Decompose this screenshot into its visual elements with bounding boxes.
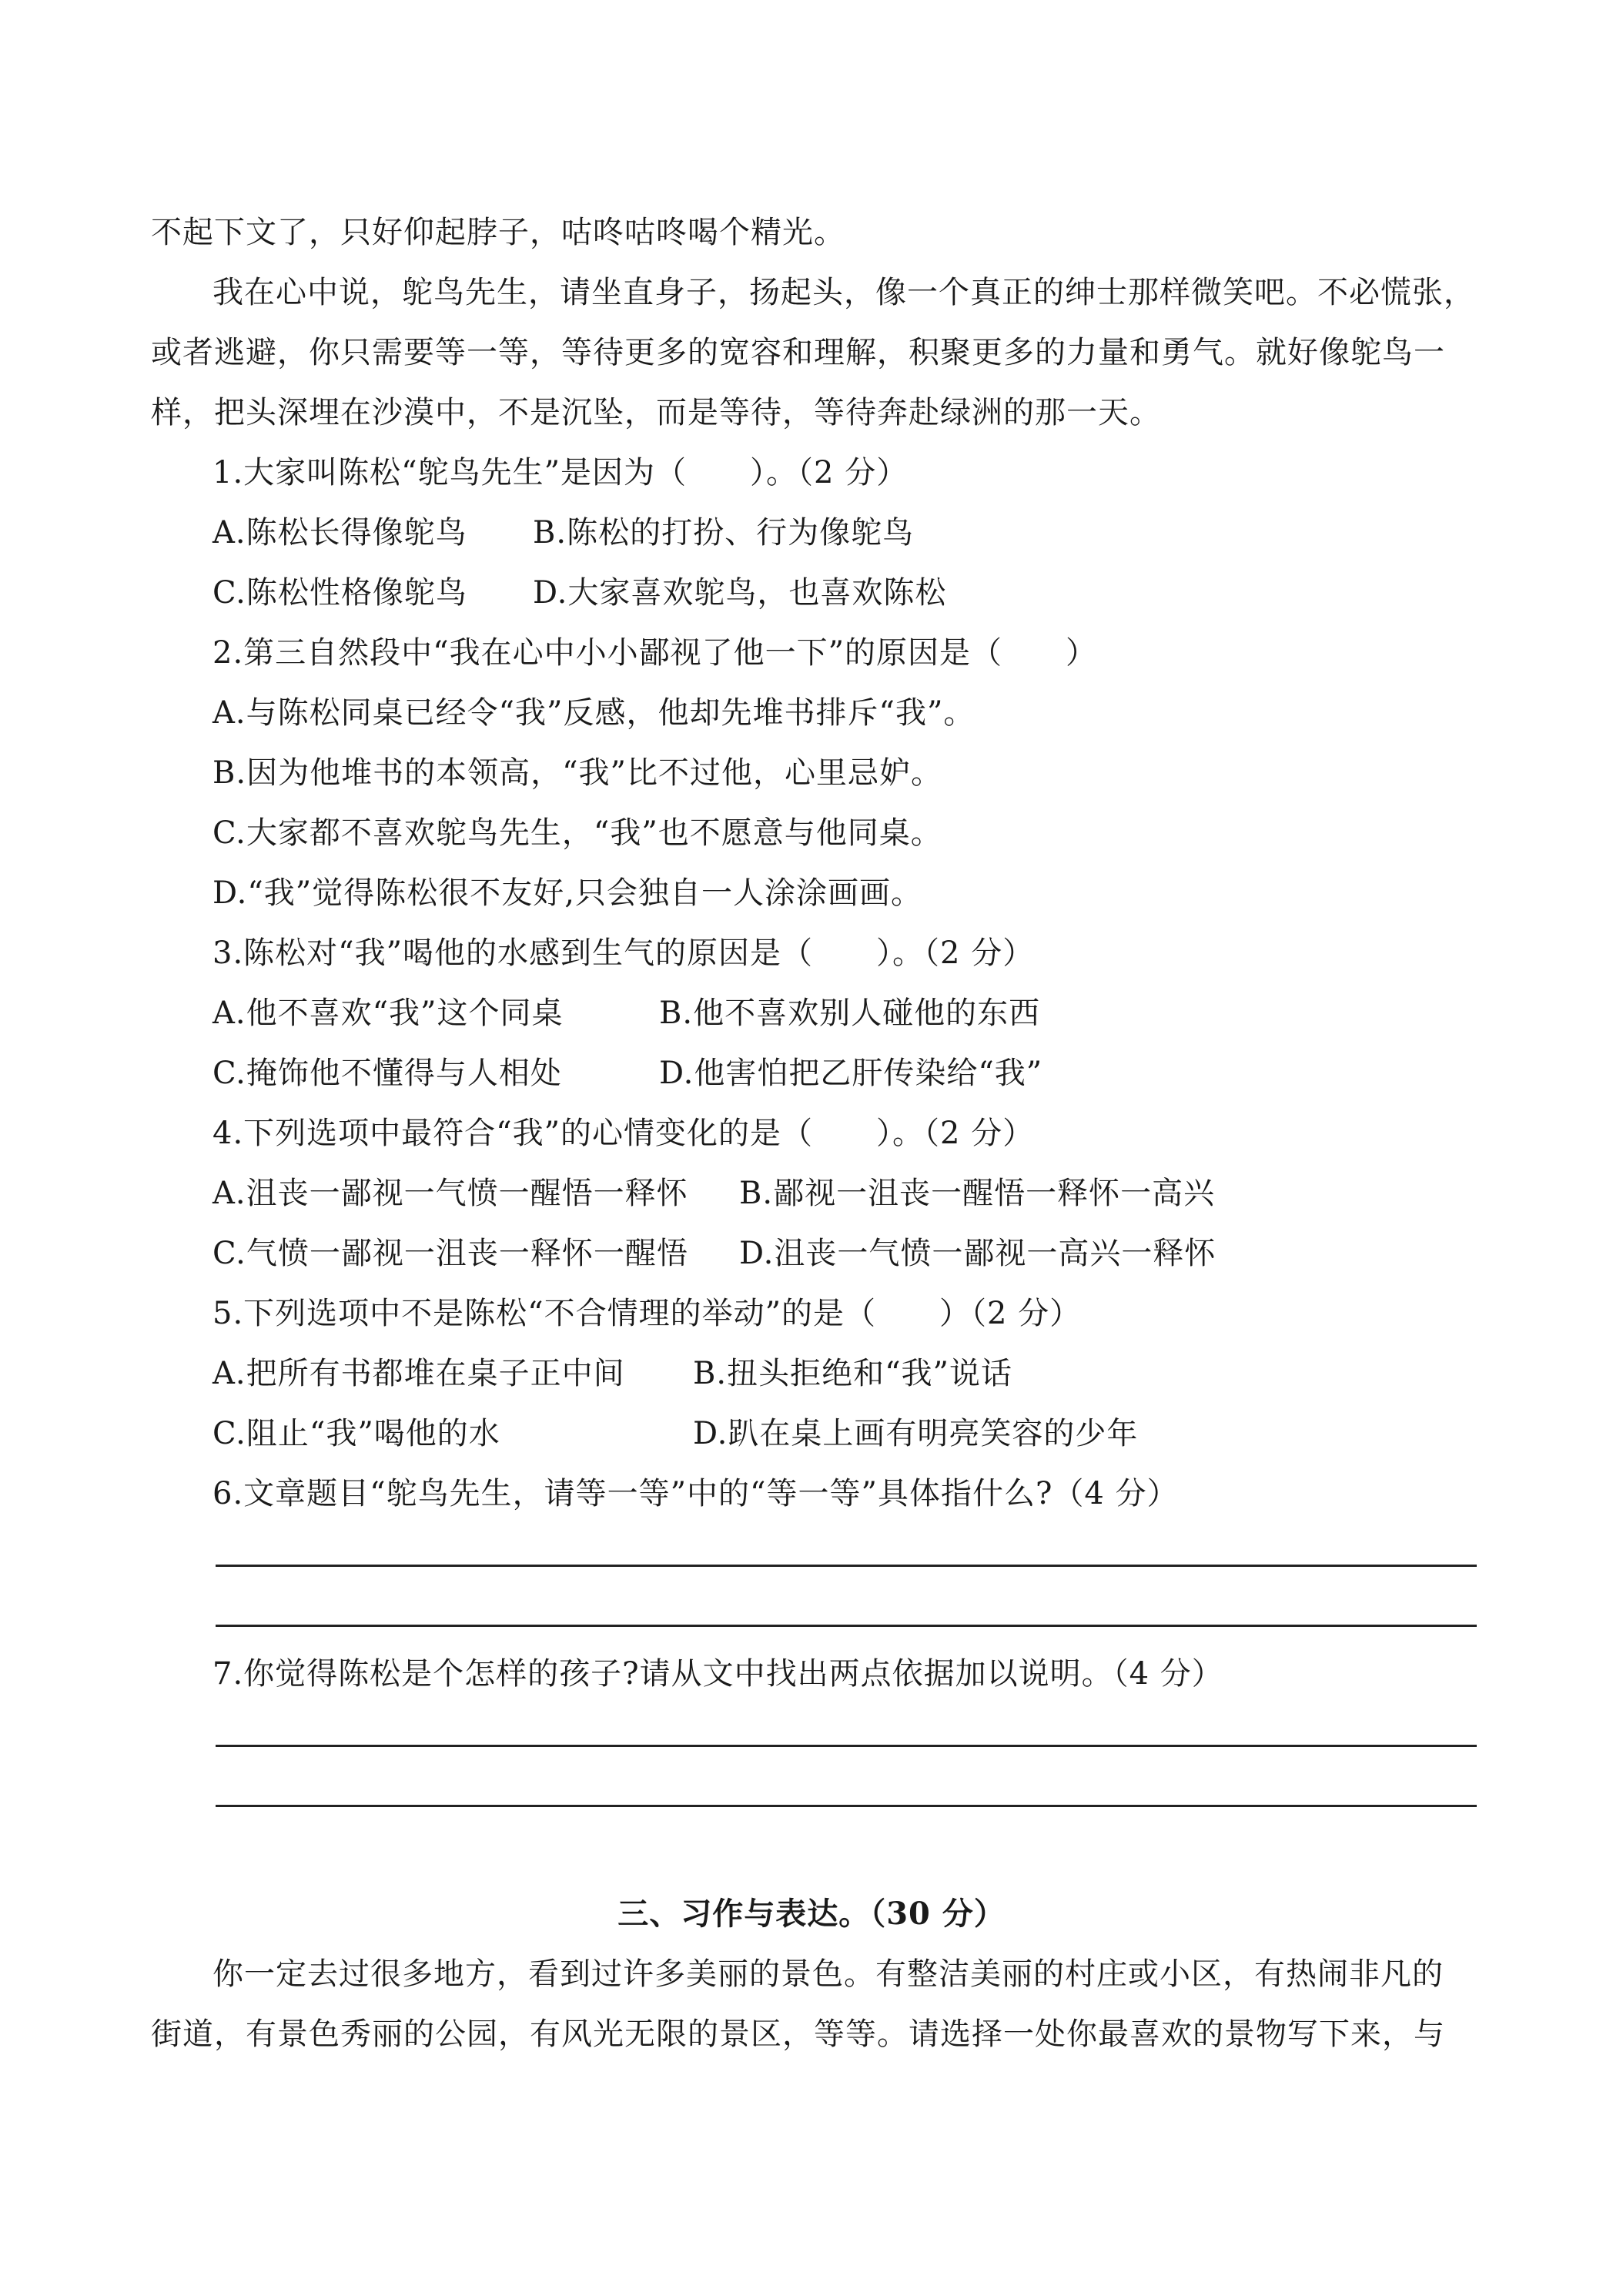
section-text-line: 街道，有景色秀丽的公园，有风光无限的景区，等等。请选择一处你最喜欢的景物写下来，与 xyxy=(151,2017,1445,2052)
passage-line: 不起下文了，只好仰起脖子，咕咚咕咚喝个精光。 xyxy=(151,215,845,250)
answer-line[interactable] xyxy=(216,1805,1477,1807)
question-1-stem: 1.大家叫陈松“鸵鸟先生”是因为（ ）。（2 分） xyxy=(212,455,909,490)
question-4-option-d: D.沮丧一气愤一鄙视一高兴一释怀 xyxy=(739,1236,1216,1271)
answer-line[interactable] xyxy=(216,1745,1477,1747)
section-title: 三、习作与表达。（30 分） xyxy=(617,1896,1006,1932)
question-5-option-b: B.扭头拒绝和“我”说话 xyxy=(693,1356,1013,1391)
question-5-option-c: C.阻止“我”喝他的水 xyxy=(212,1416,500,1451)
question-3-option-d: D.他害怕把乙肝传染给“我” xyxy=(659,1056,1043,1091)
question-1-option-b: B.陈松的打扮、行为像鸵鸟 xyxy=(533,515,915,551)
passage-line: 或者逃避，你只需要等一等，等待更多的宽容和理解，积聚更多的力量和勇气。就好像鸵鸟一 xyxy=(151,335,1445,370)
section-text-line: 你一定去过很多地方，看到过许多美丽的景色。有整洁美丽的村庄或小区，有热闹非凡的 xyxy=(212,1956,1444,1992)
question-4-stem: 4.下列选项中最符合“我”的心情变化的是（ ）。（2 分） xyxy=(212,1116,1035,1151)
question-2-stem: 2.第三自然段中“我在心中小小鄙视了他一下”的原因是（ ） xyxy=(212,635,1098,671)
question-4-option-c: C.气愤一鄙视一沮丧一释怀一醒悟 xyxy=(212,1236,688,1271)
question-5-option-d: D.趴在桌上画有明亮笑容的少年 xyxy=(693,1416,1139,1451)
question-5-option-a: A.把所有书都堆在桌子正中间 xyxy=(212,1356,625,1391)
answer-line[interactable] xyxy=(216,1625,1477,1627)
question-1-option-a: A.陈松长得像鸵鸟 xyxy=(212,515,467,551)
question-3-option-b: B.他不喜欢别人碰他的东西 xyxy=(659,996,1041,1031)
question-3-stem: 3.陈松对“我”喝他的水感到生气的原因是（ ）。（2 分） xyxy=(212,935,1035,971)
question-2-option-d: D.“我”觉得陈松很不友好,只会独自一人涂涂画画。 xyxy=(212,875,922,911)
question-2-option-b: B.因为他堆书的本领高，“我”比不过他，心里忌妒。 xyxy=(212,755,943,791)
question-3-option-c: C.掩饰他不懂得与人相处 xyxy=(212,1056,562,1091)
question-7-stem: 7.你觉得陈松是个怎样的孩子?请从文中找出两点依据加以说明。（4 分） xyxy=(212,1656,1223,1692)
question-6-stem: 6.文章题目“鸵鸟先生，请等一等”中的“等一等”具体指什么?（4 分） xyxy=(212,1476,1179,1511)
question-4-option-a: A.沮丧一鄙视一气愤一醒悟一释怀 xyxy=(212,1176,688,1211)
question-2-option-c: C.大家都不喜欢鸵鸟先生，“我”也不愿意与他同桌。 xyxy=(212,815,942,851)
question-5-stem: 5.下列选项中不是陈松“不合情理的举动”的是（ ）（2 分） xyxy=(212,1296,1082,1331)
question-1-option-d: D.大家喜欢鸵鸟，也喜欢陈松 xyxy=(533,575,947,611)
passage-line: 我在心中说，鸵鸟先生，请坐直身子，扬起头，像一个真正的绅士那样微笑吧。不必慌张， xyxy=(212,275,1475,310)
answer-line[interactable] xyxy=(216,1565,1477,1567)
passage-line: 样，把头深埋在沙漠中，不是沉坠，而是等待，等待奔赴绿洲的那一天。 xyxy=(151,395,1161,430)
question-2-option-a: A.与陈松同桌已经令“我”反感，他却先堆书排斥“我”。 xyxy=(212,695,975,731)
question-4-option-b: B.鄙视一沮丧一醒悟一释怀一高兴 xyxy=(739,1176,1216,1211)
question-1-option-c: C.陈松性格像鸵鸟 xyxy=(212,575,467,611)
question-3-option-a: A.他不喜欢“我”这个同桌 xyxy=(212,996,564,1031)
